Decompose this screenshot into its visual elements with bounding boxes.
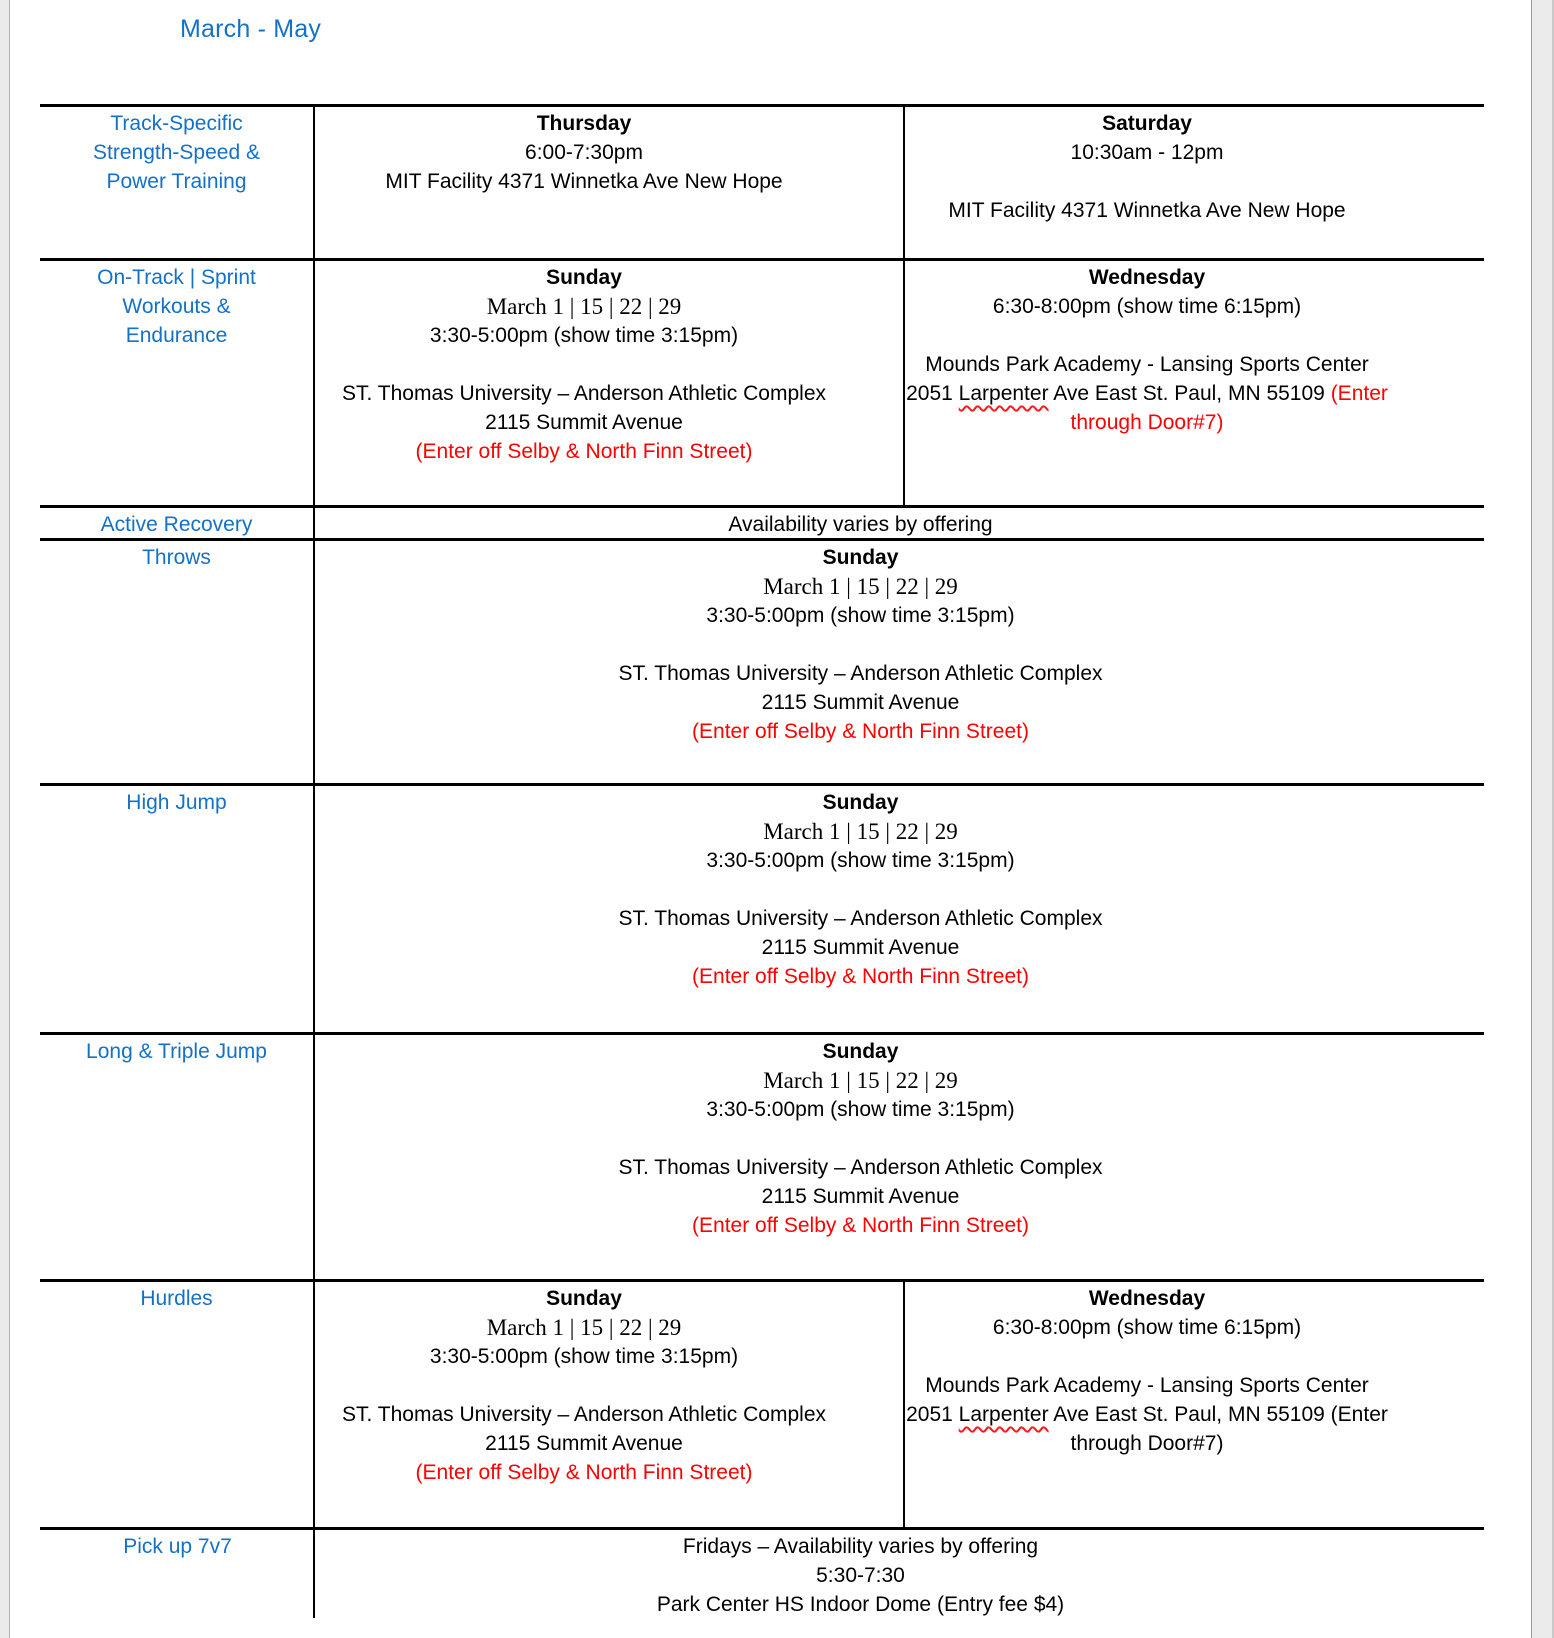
- text-line: [905, 1342, 1389, 1371]
- text-line: [905, 167, 1389, 196]
- row-label-high-jump: [40, 786, 315, 1032]
- text-line: 3:30-5:00pm (show time 3:15pm): [429, 1345, 739, 1368]
- text-line: [315, 875, 1406, 904]
- text-line: [315, 1124, 1406, 1153]
- text-line: Availability varies by offering: [728, 513, 993, 536]
- left-page-edge: [0, 0, 10, 1638]
- text-line: Saturday: [1102, 112, 1192, 135]
- row-label-throws: [40, 541, 315, 783]
- row-label-line: Strength-Speed &: [93, 141, 260, 164]
- row-label-line: Workouts &: [122, 295, 231, 318]
- text-line: (Enter off Selby & North Finn Street): [692, 1214, 1029, 1237]
- text-line: MIT Facility 4371 Winnetka Ave New Hope: [385, 170, 783, 193]
- row-label-line: Endurance: [125, 324, 228, 347]
- text-segment: 2051: [906, 382, 959, 405]
- schedule-cell-strength-power-col2: [315, 107, 905, 258]
- column-divider: [313, 1530, 315, 1618]
- text-line: March 1 | 15 | 22 | 29: [486, 1315, 682, 1340]
- text-line: ST. Thomas University – Anderson Athletic Complex: [618, 1156, 1103, 1179]
- text-line: 6:30-8:00pm (show time 6:15pm): [992, 295, 1302, 318]
- text-line: Wednesday: [1088, 1287, 1206, 1310]
- row-label-line: Throws: [142, 546, 211, 569]
- schedule-cell-active-recovery-full: [315, 508, 1484, 538]
- schedule-cell-hurdles-col3: [905, 1282, 1484, 1527]
- schedule-cell-on-track-sprint-col2: [315, 261, 905, 505]
- text-line: [905, 1400, 1389, 1429]
- text-line: 10:30am - 12pm: [1070, 141, 1224, 164]
- text-line: through Door#7): [1070, 1432, 1224, 1455]
- text-line: March 1 | 15 | 22 | 29: [763, 574, 958, 599]
- text-line: Mounds Park Academy - Lansing Sports Center: [925, 353, 1369, 376]
- text-line: Mounds Park Academy - Lansing Sports Center: [925, 1374, 1369, 1397]
- schedule-row-long-triple-jump: [40, 1032, 1484, 1279]
- text-segment: Larpenter: [958, 1403, 1049, 1426]
- row-label-on-track-sprint: [40, 261, 315, 505]
- schedule-cell-throws-full: [315, 541, 1484, 783]
- schedule-row-throws: [40, 538, 1484, 783]
- schedule-row-hurdles: [40, 1279, 1484, 1527]
- schedule-row-strength-power: [40, 104, 1484, 258]
- text-line: [315, 1371, 853, 1400]
- text-line: Sunday: [822, 546, 899, 569]
- row-label-hurdles: [40, 1282, 315, 1527]
- schedule-table: [40, 104, 1484, 1638]
- text-line: 6:30-8:00pm (show time 6:15pm): [992, 1316, 1302, 1339]
- schedule-cell-on-track-sprint-col3: [905, 261, 1484, 505]
- text-line: 3:30-5:00pm (show time 3:15pm): [706, 849, 1015, 872]
- text-line: ST. Thomas University – Anderson Athletic Complex: [618, 662, 1103, 685]
- text-line: [315, 630, 1406, 659]
- text-line: Sunday: [546, 266, 622, 289]
- schedule-cell-hurdles-col2: [315, 1282, 905, 1527]
- text-line: Sunday: [822, 1040, 899, 1063]
- text-segment: Ave East St. Paul, MN 55109: [1048, 382, 1331, 405]
- text-line: [905, 379, 1389, 408]
- text-line: (Enter off Selby & North Finn Street): [692, 965, 1029, 988]
- row-label-pickup-7v7: [40, 1530, 315, 1638]
- text-line: 2115 Summit Avenue: [761, 691, 960, 714]
- text-line: Sunday: [822, 791, 899, 814]
- row-label-line: On-Track | Sprint: [97, 266, 256, 289]
- row-label-line: Pick up 7v7: [123, 1535, 232, 1558]
- text-line: [315, 350, 853, 379]
- text-line: ST. Thomas University – Anderson Athletic Complex: [618, 907, 1103, 930]
- row-label-line: Hurdles: [140, 1287, 213, 1310]
- text-line: 3:30-5:00pm (show time 3:15pm): [429, 324, 739, 347]
- row-label-long-triple-jump: [40, 1035, 315, 1279]
- text-line: 6:00-7:30pm: [525, 141, 643, 164]
- page-title: March - May: [180, 15, 322, 43]
- text-line: 3:30-5:00pm (show time 3:15pm): [706, 1098, 1015, 1121]
- text-line: [905, 321, 1389, 350]
- text-line: 2115 Summit Avenue: [761, 1185, 960, 1208]
- schedule-cell-pickup-7v7-full: [315, 1530, 1484, 1638]
- row-label-line: High Jump: [126, 791, 227, 814]
- text-line: March 1 | 15 | 22 | 29: [486, 294, 682, 319]
- text-segment: Ave East St. Paul, MN 55109 (Enter: [1048, 1403, 1388, 1426]
- text-line: March 1 | 15 | 22 | 29: [763, 1068, 958, 1093]
- text-line: Fridays – Availability varies by offering: [682, 1535, 1039, 1558]
- text-line: March 1 | 15 | 22 | 29: [763, 819, 958, 844]
- text-line: MIT Facility 4371 Winnetka Ave New Hope: [948, 199, 1346, 222]
- text-line: (Enter off Selby & North Finn Street): [692, 720, 1029, 743]
- right-page-edge: [1531, 0, 1554, 1638]
- text-segment: 2051: [906, 1403, 959, 1426]
- text-line: 2115 Summit Avenue: [485, 1432, 683, 1455]
- row-label-strength-power: [40, 107, 315, 258]
- text-line: (Enter off Selby & North Finn Street): [415, 1461, 753, 1484]
- row-label-active-recovery: [40, 508, 315, 538]
- text-segment: (Enter: [1330, 382, 1388, 405]
- text-line: 5:30-7:30: [816, 1564, 905, 1587]
- schedule-row-high-jump: [40, 783, 1484, 1032]
- schedule-row-pickup-7v7: [40, 1527, 1484, 1638]
- schedule-row-on-track-sprint: [40, 258, 1484, 505]
- text-line: 2115 Summit Avenue: [761, 936, 960, 959]
- row-label-line: Long & Triple Jump: [86, 1040, 267, 1063]
- text-segment: Larpenter: [958, 382, 1049, 405]
- schedule-cell-high-jump-full: [315, 786, 1484, 1032]
- text-line: Wednesday: [1088, 266, 1206, 289]
- text-line: Park Center HS Indoor Dome (Entry fee $4): [656, 1593, 1065, 1616]
- text-line: ST. Thomas University – Anderson Athletic Complex: [342, 1403, 826, 1426]
- row-label-line: Power Training: [106, 170, 247, 193]
- schedule-cell-strength-power-col3: [905, 107, 1484, 258]
- text-line: Thursday: [536, 112, 632, 135]
- text-line: ST. Thomas University – Anderson Athletic Complex: [342, 382, 826, 405]
- row-label-line: Track-Specific: [110, 112, 243, 135]
- text-line: 2115 Summit Avenue: [485, 411, 683, 434]
- row-label-line: Active Recovery: [100, 513, 253, 536]
- text-line: 3:30-5:00pm (show time 3:15pm): [706, 604, 1015, 627]
- text-line: (Enter off Selby & North Finn Street): [415, 440, 753, 463]
- schedule-cell-long-triple-jump-full: [315, 1035, 1484, 1279]
- text-line: through Door#7): [1070, 411, 1224, 434]
- text-line: Sunday: [546, 1287, 622, 1310]
- schedule-row-active-recovery: [40, 505, 1484, 538]
